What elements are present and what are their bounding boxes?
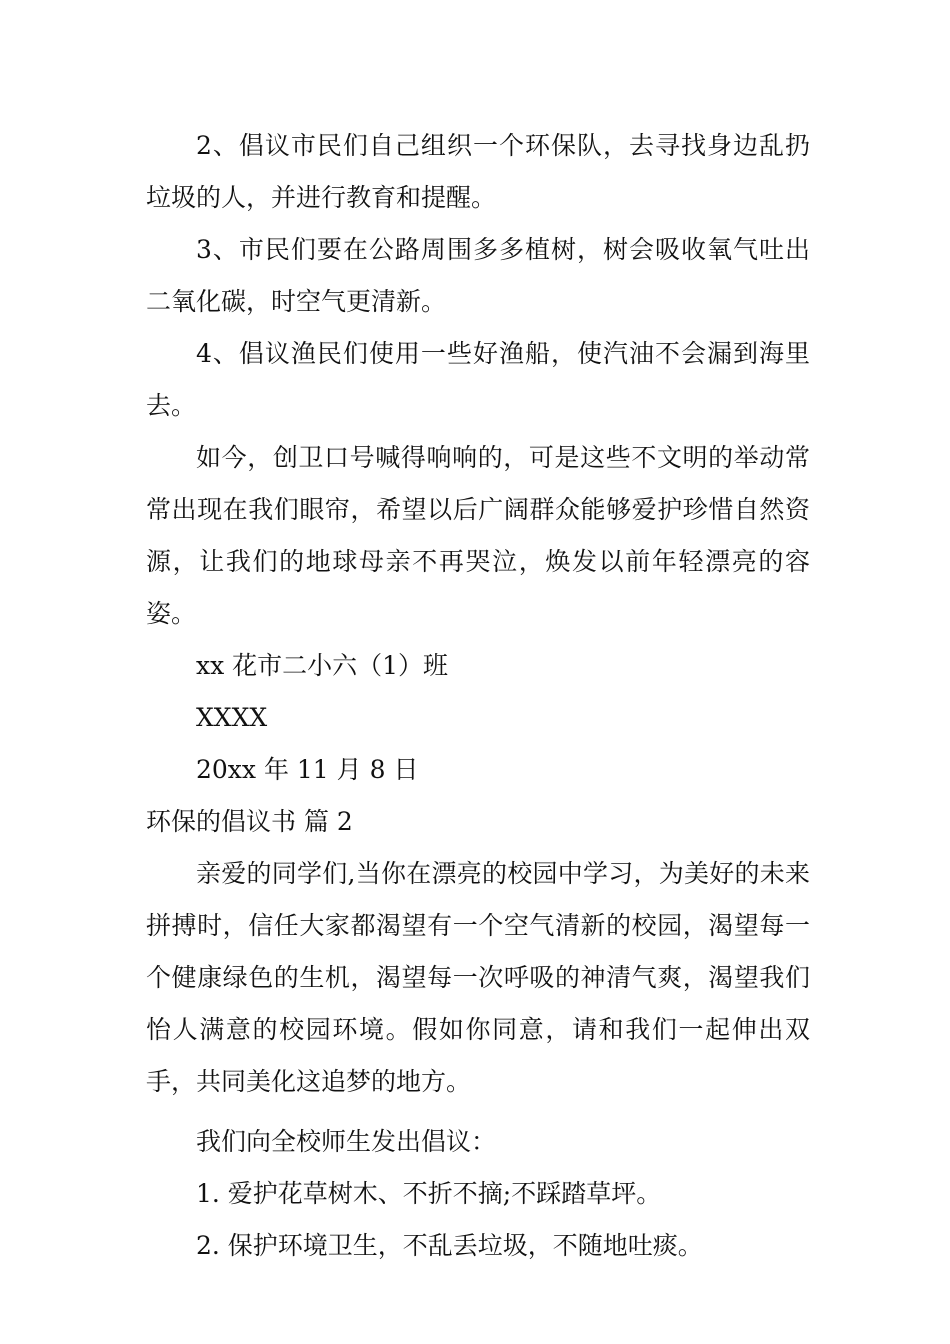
document-page [146,120,810,1272]
paragraph-greeting: 亲爱的同学们,当你在漂亮的校园中学习，为美好的未来拼搏时，信任大家都渴望有一个空气清新的校园，渴望每一个健康绿色的生机，渴望每一次呼吸的神清气爽，渴望我们怡人满意的校园环境。假如你同意，请和我们一起伸出双手，共同美化这追梦的地方。 [146,859,810,1096]
signature-class: xx 花市二小六（1）班 [196,651,449,680]
paragraph-item-4: 4、倡议渔民们使用一些好渔船，使汽油不会漏到海里去。 [146,339,810,420]
paragraph-proposal-1: 1. 爱护花草树木、不折不摘;不踩踏草坪。 [196,1179,662,1208]
signature-date: 20xx 年 11 月 8 日 [196,755,419,784]
signature-name: XXXX [196,703,268,732]
paragraph-item-2: 2、倡议市民们自己组织一个环保队，去寻找身边乱扔垃圾的人，并进行教育和提醒。 [146,131,810,212]
paragraph-proposal-2: 2. 保护环境卫生，不乱丢垃圾，不随地吐痰。 [196,1231,703,1260]
paragraph-conclusion: 如今，创卫口号喊得响响的，可是这些不文明的举动常常出现在我们眼帘，希望以后广阔群众能够爱护珍惜自然资源，让我们的地球母亲不再哭泣，焕发以前年轻漂亮的容姿。 [146,443,810,628]
section-heading: 环保的倡议书 篇 2 [146,807,353,836]
paragraph-item-3: 3、市民们要在公路周围多多植树，树会吸收氧气吐出二氧化碳，时空气更清新。 [146,235,810,316]
paragraph-proposal-intro: 我们向全校师生发出倡议： [196,1127,497,1156]
